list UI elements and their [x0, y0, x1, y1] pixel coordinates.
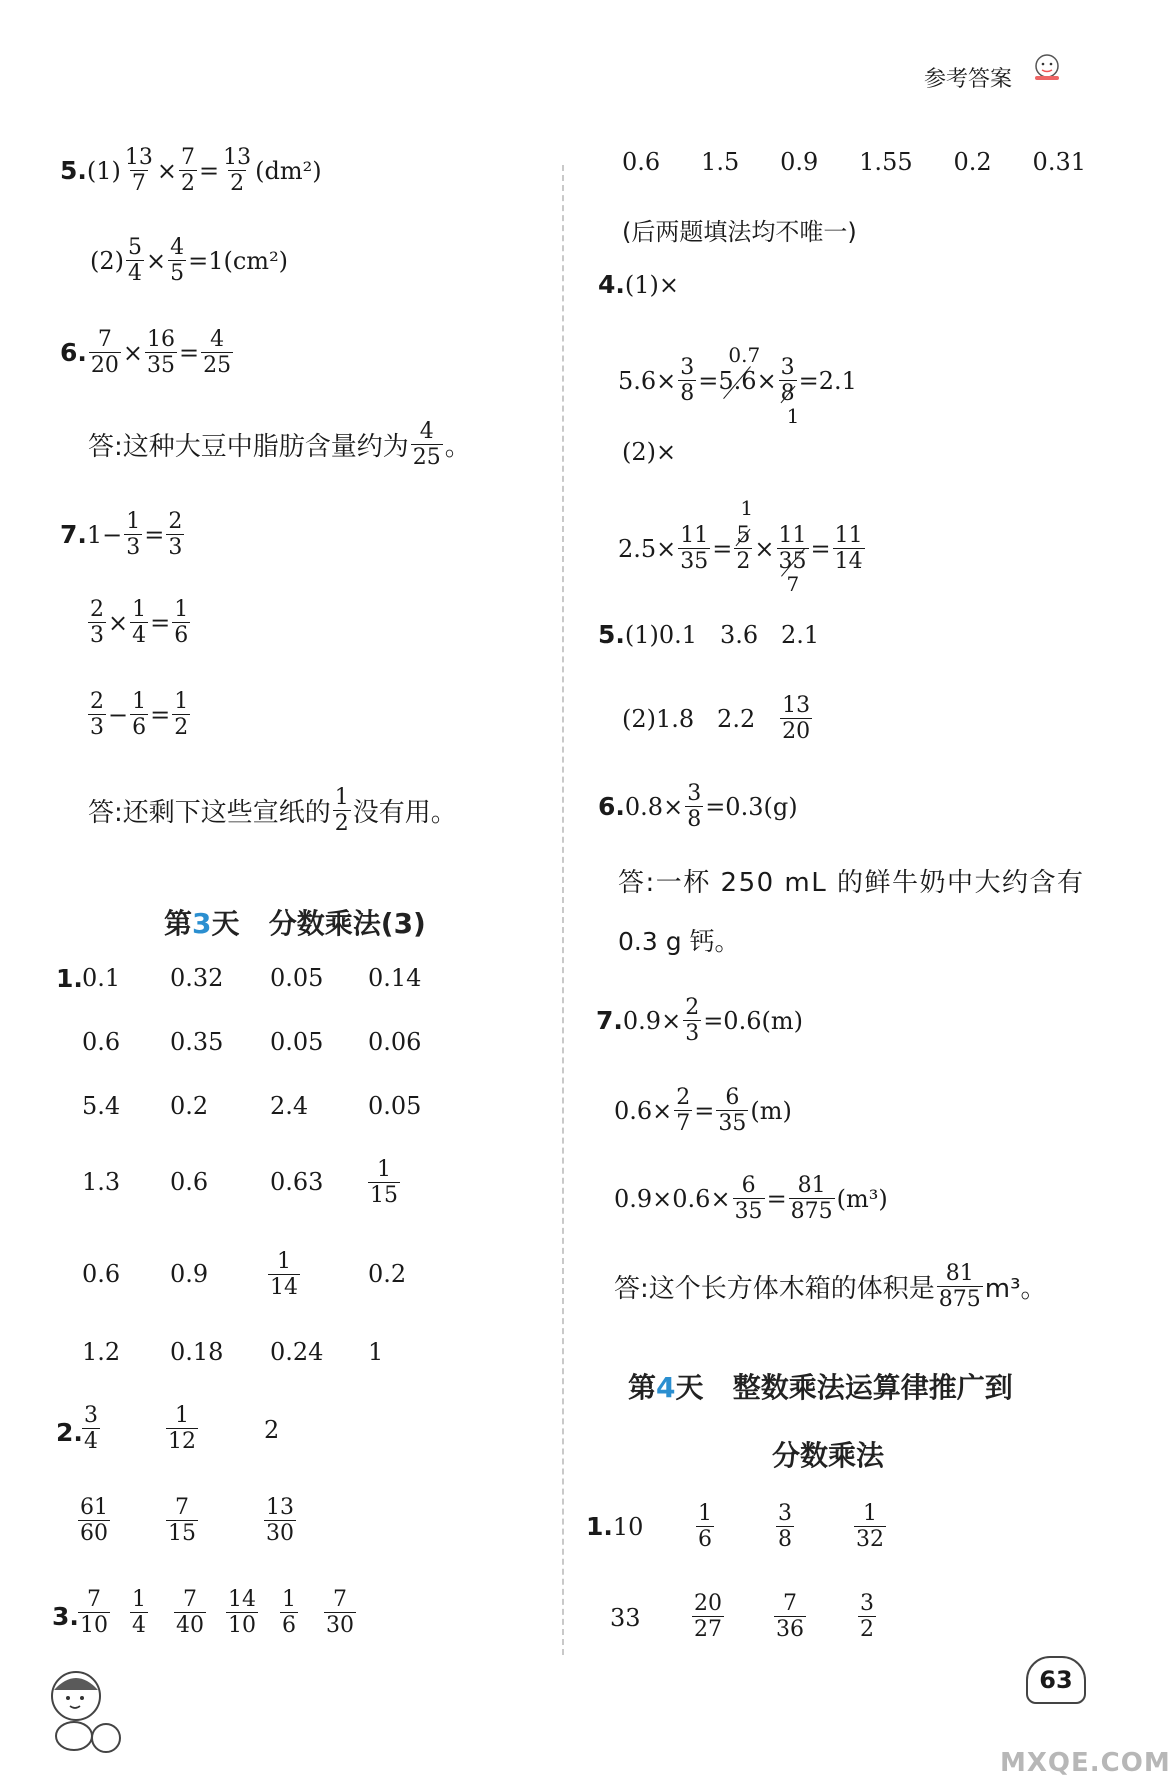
grid-cell: 0.63	[270, 1168, 324, 1196]
fraction: $\frac{1}{6}$	[698, 1501, 712, 1553]
day3-heading: 第3天 分数乘法(3)	[164, 907, 426, 940]
left-q7-answer: 答:还剩下这些宣纸的 $\frac{1}{2}$ 没有用。	[88, 785, 457, 837]
grid-cell: 2	[264, 1416, 280, 1444]
mascot-icon	[38, 1664, 128, 1760]
fraction: $\frac{7}{40}$	[176, 1587, 204, 1639]
day4-q1-num: 1. 10	[586, 1512, 644, 1541]
right-q4-p1-expr: 5.6× $\frac{3}{8}$ = 0.7 5.6 × $\frac{3}{8}$ 1 =2.1	[618, 342, 857, 428]
fraction: $\frac{1}{4}$	[132, 1587, 146, 1639]
column-divider	[562, 165, 564, 1655]
grid-cell: 0.6	[82, 1260, 121, 1288]
fraction: $\frac{7}{36}$	[776, 1591, 804, 1643]
grid-cell: 0.18	[170, 1338, 224, 1366]
grid-cell: 0.1	[82, 964, 121, 992]
grid-cell: 0.05	[270, 1028, 324, 1056]
left-q6-answer: 答:这种大豆中脂肪含量约为 $\frac{4}{25}$ 。	[88, 419, 471, 471]
fraction: $\frac{14}{10}$	[228, 1587, 256, 1639]
grid-cell: 1	[368, 1338, 384, 1366]
header-title: 参考答案	[924, 67, 1013, 92]
right-q6-answer1: 答:一杯 250 mL 的鲜牛奶中大约含有	[618, 868, 1085, 898]
snowman-icon	[1030, 52, 1064, 90]
grid-cell-fraction: $\frac{1}{15}$	[370, 1157, 398, 1209]
watermark-text: MXQE.COM	[1000, 1748, 1171, 1778]
grid-cell: 0.6	[170, 1168, 209, 1196]
fraction: $\frac{61}{60}$	[80, 1495, 108, 1547]
grid-cell: 0.24	[270, 1338, 324, 1366]
fraction: $\frac{7}{10}$	[80, 1587, 108, 1639]
left-q6: 6. $\frac{7}{20}$ × $\frac{16}{35}$ = $\frac{4}{25}$	[60, 327, 232, 379]
right-top-note: (后两题填法均不唯一)	[622, 218, 857, 246]
grid-cell: 0.9	[170, 1260, 209, 1288]
right-top-values: 0.6 1.5 0.9 1.55 0.2 0.31	[622, 148, 1086, 176]
page-number-badge	[1026, 1656, 1086, 1704]
fraction: $\frac{1}{32}$	[856, 1501, 884, 1553]
grid-cell: 0.05	[368, 1092, 422, 1120]
page-number: 63	[1039, 1666, 1073, 1694]
fraction: $\frac{20}{27}$	[694, 1591, 722, 1643]
left-q5-part2: (2) $\frac{5}{4}$ × $\frac{4}{5}$ = 1 (cm²)	[90, 235, 289, 287]
grid-cell: 0.32	[170, 964, 224, 992]
grid-cell: 0.35	[170, 1028, 224, 1056]
grid-cell: 0.6	[82, 1028, 121, 1056]
left-q7-line1: 7. 1− $\frac{1}{3}$ = $\frac{2}{3}$	[60, 509, 183, 561]
fraction: $\frac{13}{30}$	[266, 1495, 294, 1547]
fraction: $\frac{1}{6}$	[282, 1587, 296, 1639]
right-q5-p1: 5. (1)0.1 3.6 2.1	[598, 620, 820, 649]
grid-cell: 0.2	[170, 1092, 209, 1120]
fraction: $\frac{3}{4}$	[84, 1403, 98, 1455]
day3-q2-num: 2.	[56, 1418, 83, 1447]
grid-cell: 0.2	[368, 1260, 407, 1288]
fraction: $\frac{7}{30}$	[326, 1587, 354, 1639]
day4-heading-line2: 分数乘法	[772, 1439, 885, 1472]
day3-q3-num: 3.	[52, 1602, 79, 1631]
left-q7-line3: $\frac{2}{3}$ − $\frac{1}{6}$ = $\frac{1}{2}$	[90, 689, 189, 741]
fraction: $\frac{1}{12}$	[168, 1403, 196, 1455]
grid-cell-fraction: $\frac{1}{14}$	[270, 1249, 298, 1301]
grid-cell: 1.2	[82, 1338, 121, 1366]
right-q5-p2: (2)1.8 2.2 $\frac{13}{20}$	[622, 693, 811, 745]
grid-cell: 2.4	[270, 1092, 309, 1120]
right-q7-line1: 7. 0.9× $\frac{2}{3}$ =0.6(m)	[596, 995, 803, 1047]
right-q7-line3: 0.9×0.6× $\frac{6}{35}$ = $\frac{81}{875}$ (m³)	[614, 1173, 888, 1225]
grid-cell: 5.4	[82, 1092, 121, 1120]
day3-q1-num: 1.	[56, 964, 83, 993]
right-q7-line2: 0.6× $\frac{2}{7}$ = $\frac{6}{35}$ (m)	[614, 1085, 792, 1137]
fraction: $\frac{3}{8}$	[778, 1501, 792, 1553]
grid-cell: 0.14	[368, 964, 422, 992]
right-q4-p1-label: 4. (1)×	[598, 270, 680, 299]
grid-cell: 0.05	[270, 964, 324, 992]
grid-cell: 0.06	[368, 1028, 422, 1056]
right-q6: 6. 0.8× $\frac{3}{8}$ =0.3(g)	[598, 781, 798, 833]
right-q7-answer: 答:这个长方体木箱的体积是 $\frac{81}{875}$ m³。	[614, 1261, 1047, 1313]
right-q4-p2-label: (2)×	[622, 438, 677, 466]
grid-cell: 1.3	[82, 1168, 121, 1196]
fraction: $\frac{3}{2}$	[860, 1591, 874, 1643]
grid-cell: 33	[610, 1604, 641, 1632]
right-q4-p2-expr: 2.5× $\frac{11}{35}$ = 1 $\frac{5}{2}$ × $\frac{11}{35}$ 7 = $\frac{11}{14}$	[618, 496, 863, 596]
right-q6-answer2: 0.3 g 钙。	[618, 927, 740, 956]
left-q5-part1: 5. (1) $\frac{13}{7}$ × $\frac{7}{2}$ = $\frac{13}{2}$ (dm²)	[60, 145, 322, 197]
left-q7-line2: $\frac{2}{3}$ × $\frac{1}{4}$ = $\frac{1}{6}$	[90, 597, 189, 649]
day4-heading: 第4天 整数乘法运算律推广到	[628, 1371, 1013, 1404]
fraction: $\frac{7}{15}$	[168, 1495, 196, 1547]
